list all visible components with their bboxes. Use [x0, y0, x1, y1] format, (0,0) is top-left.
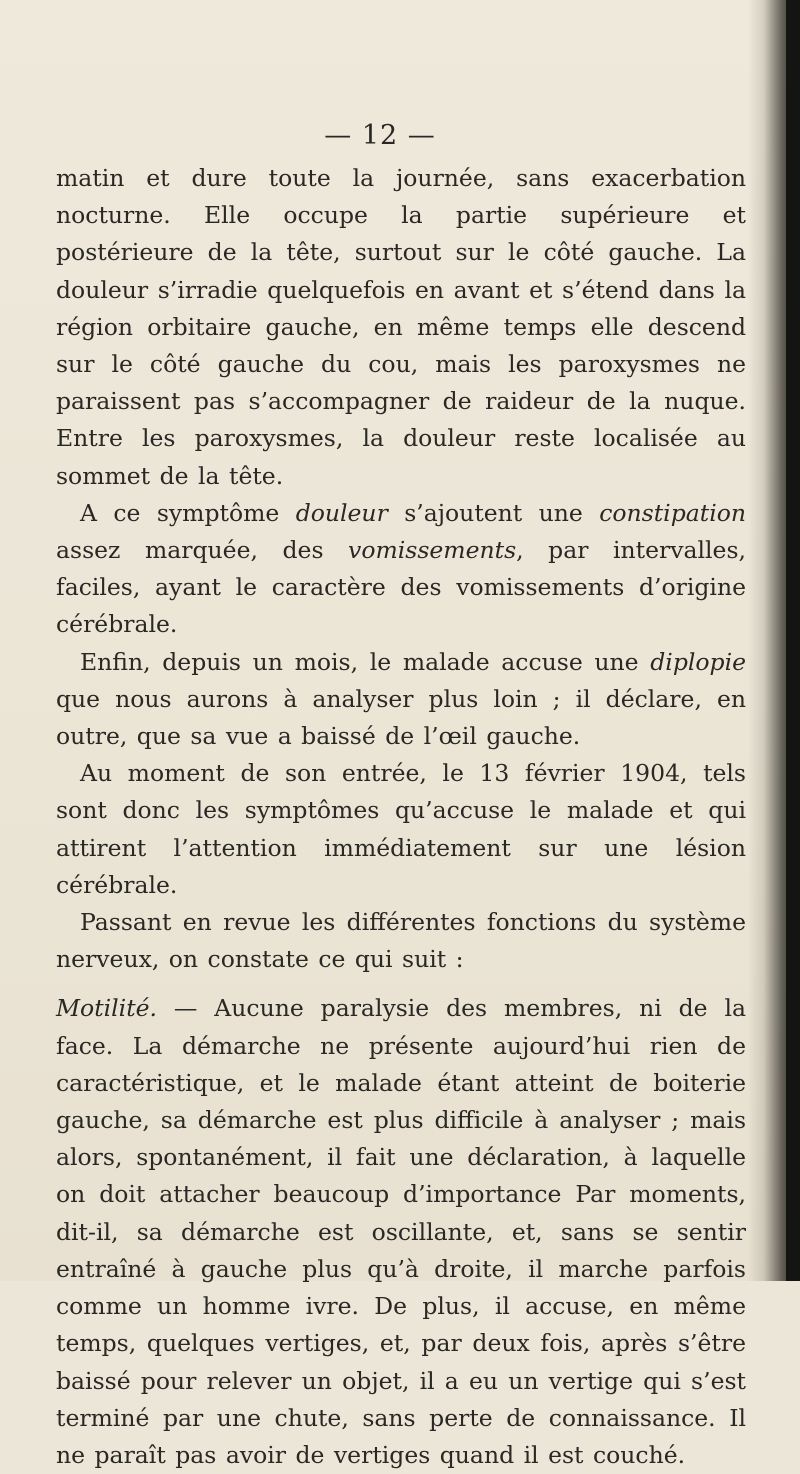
- emphasis-vomissements: vomissements: [348, 536, 517, 565]
- paragraph-4: [56, 755, 746, 904]
- text-run: assez marquée, des: [56, 536, 349, 565]
- book-binding-edge: [786, 0, 800, 1281]
- text-run: — Aucune paralysie des membres, ni de la face. La démarche ne présente aujourd’hui rien de caractéristique, et le malade étant atteint de boiterie gauche, sa démarche est plus difficile à analyser ; mais alors, spontanément, il fait une déclaration, à laquelle on doit attacher beaucoup d’importance Par moments, dit-il, sa démarche est oscillante, et, sans se sentir entraîné à gauche plus qu’à droite, il marche parfois comme un homme ivre. De plus, il accuse, en même temps, quelques vertiges, et, par deux fois, après s’être baissé pour relever un objet, il a eu un vertige qui s’est terminé par une chute, sans perte de connaissance. Il ne paraît pas avoir de vertiges quand il est couché.: [56, 994, 746, 1469]
- emphasis-constipation: constipation: [599, 498, 746, 527]
- page-number: — 12 —: [324, 120, 436, 151]
- text-run: A ce symptôme: [80, 498, 296, 527]
- paragraph-1: [56, 160, 746, 495]
- text-run: matin et dure toute la journée, sans exacerbation nocturne. Elle occupe la partie supérieure et postérieure de la tête, surtout sur le côté gauche. La douleur s’irradie quelquefois en avant et s’étend dans la région orbitaire gauche, en même temps elle descend sur le côté gauche du cou, mais les paroxysmes ne paraissent pas s’accompagner de raideur de la nuque. Entre les paroxysmes, la douleur reste localisée au sommet de la tête.: [56, 164, 746, 490]
- text-run: Au moment de son entrée, le 13 février 1904, tels sont donc les symptômes qu’accuse le malade et qui attirent l’attention immédiatement sur une lésion cérébrale.: [56, 759, 746, 899]
- text-run: Passant en revue les différentes fonctions du système nerveux, on constate ce qui suit :: [56, 908, 746, 974]
- text-run: que nous aurons à analyser plus loin ; il déclare, en outre, que sa vue a baissé de l’œil gauche.: [56, 684, 746, 751]
- text-run: s’ajoutent une: [387, 498, 600, 527]
- body-text: [56, 160, 746, 1474]
- paragraph-3: [56, 644, 746, 756]
- section-heading-motilite: Motilité.: [56, 994, 158, 1023]
- text-run: , par intervalles, faciles, ayant le caractère des vomissements d’origine cérébrale.: [56, 536, 746, 639]
- emphasis-douleur: douleur: [295, 498, 388, 527]
- emphasis-diplopie: diplopie: [650, 647, 746, 676]
- text-run: Enfin, depuis un mois, le malade accuse une: [80, 647, 651, 676]
- paragraph-2: [56, 495, 746, 644]
- paragraph-5: [56, 904, 746, 978]
- paragraph-motilite: [56, 990, 746, 1474]
